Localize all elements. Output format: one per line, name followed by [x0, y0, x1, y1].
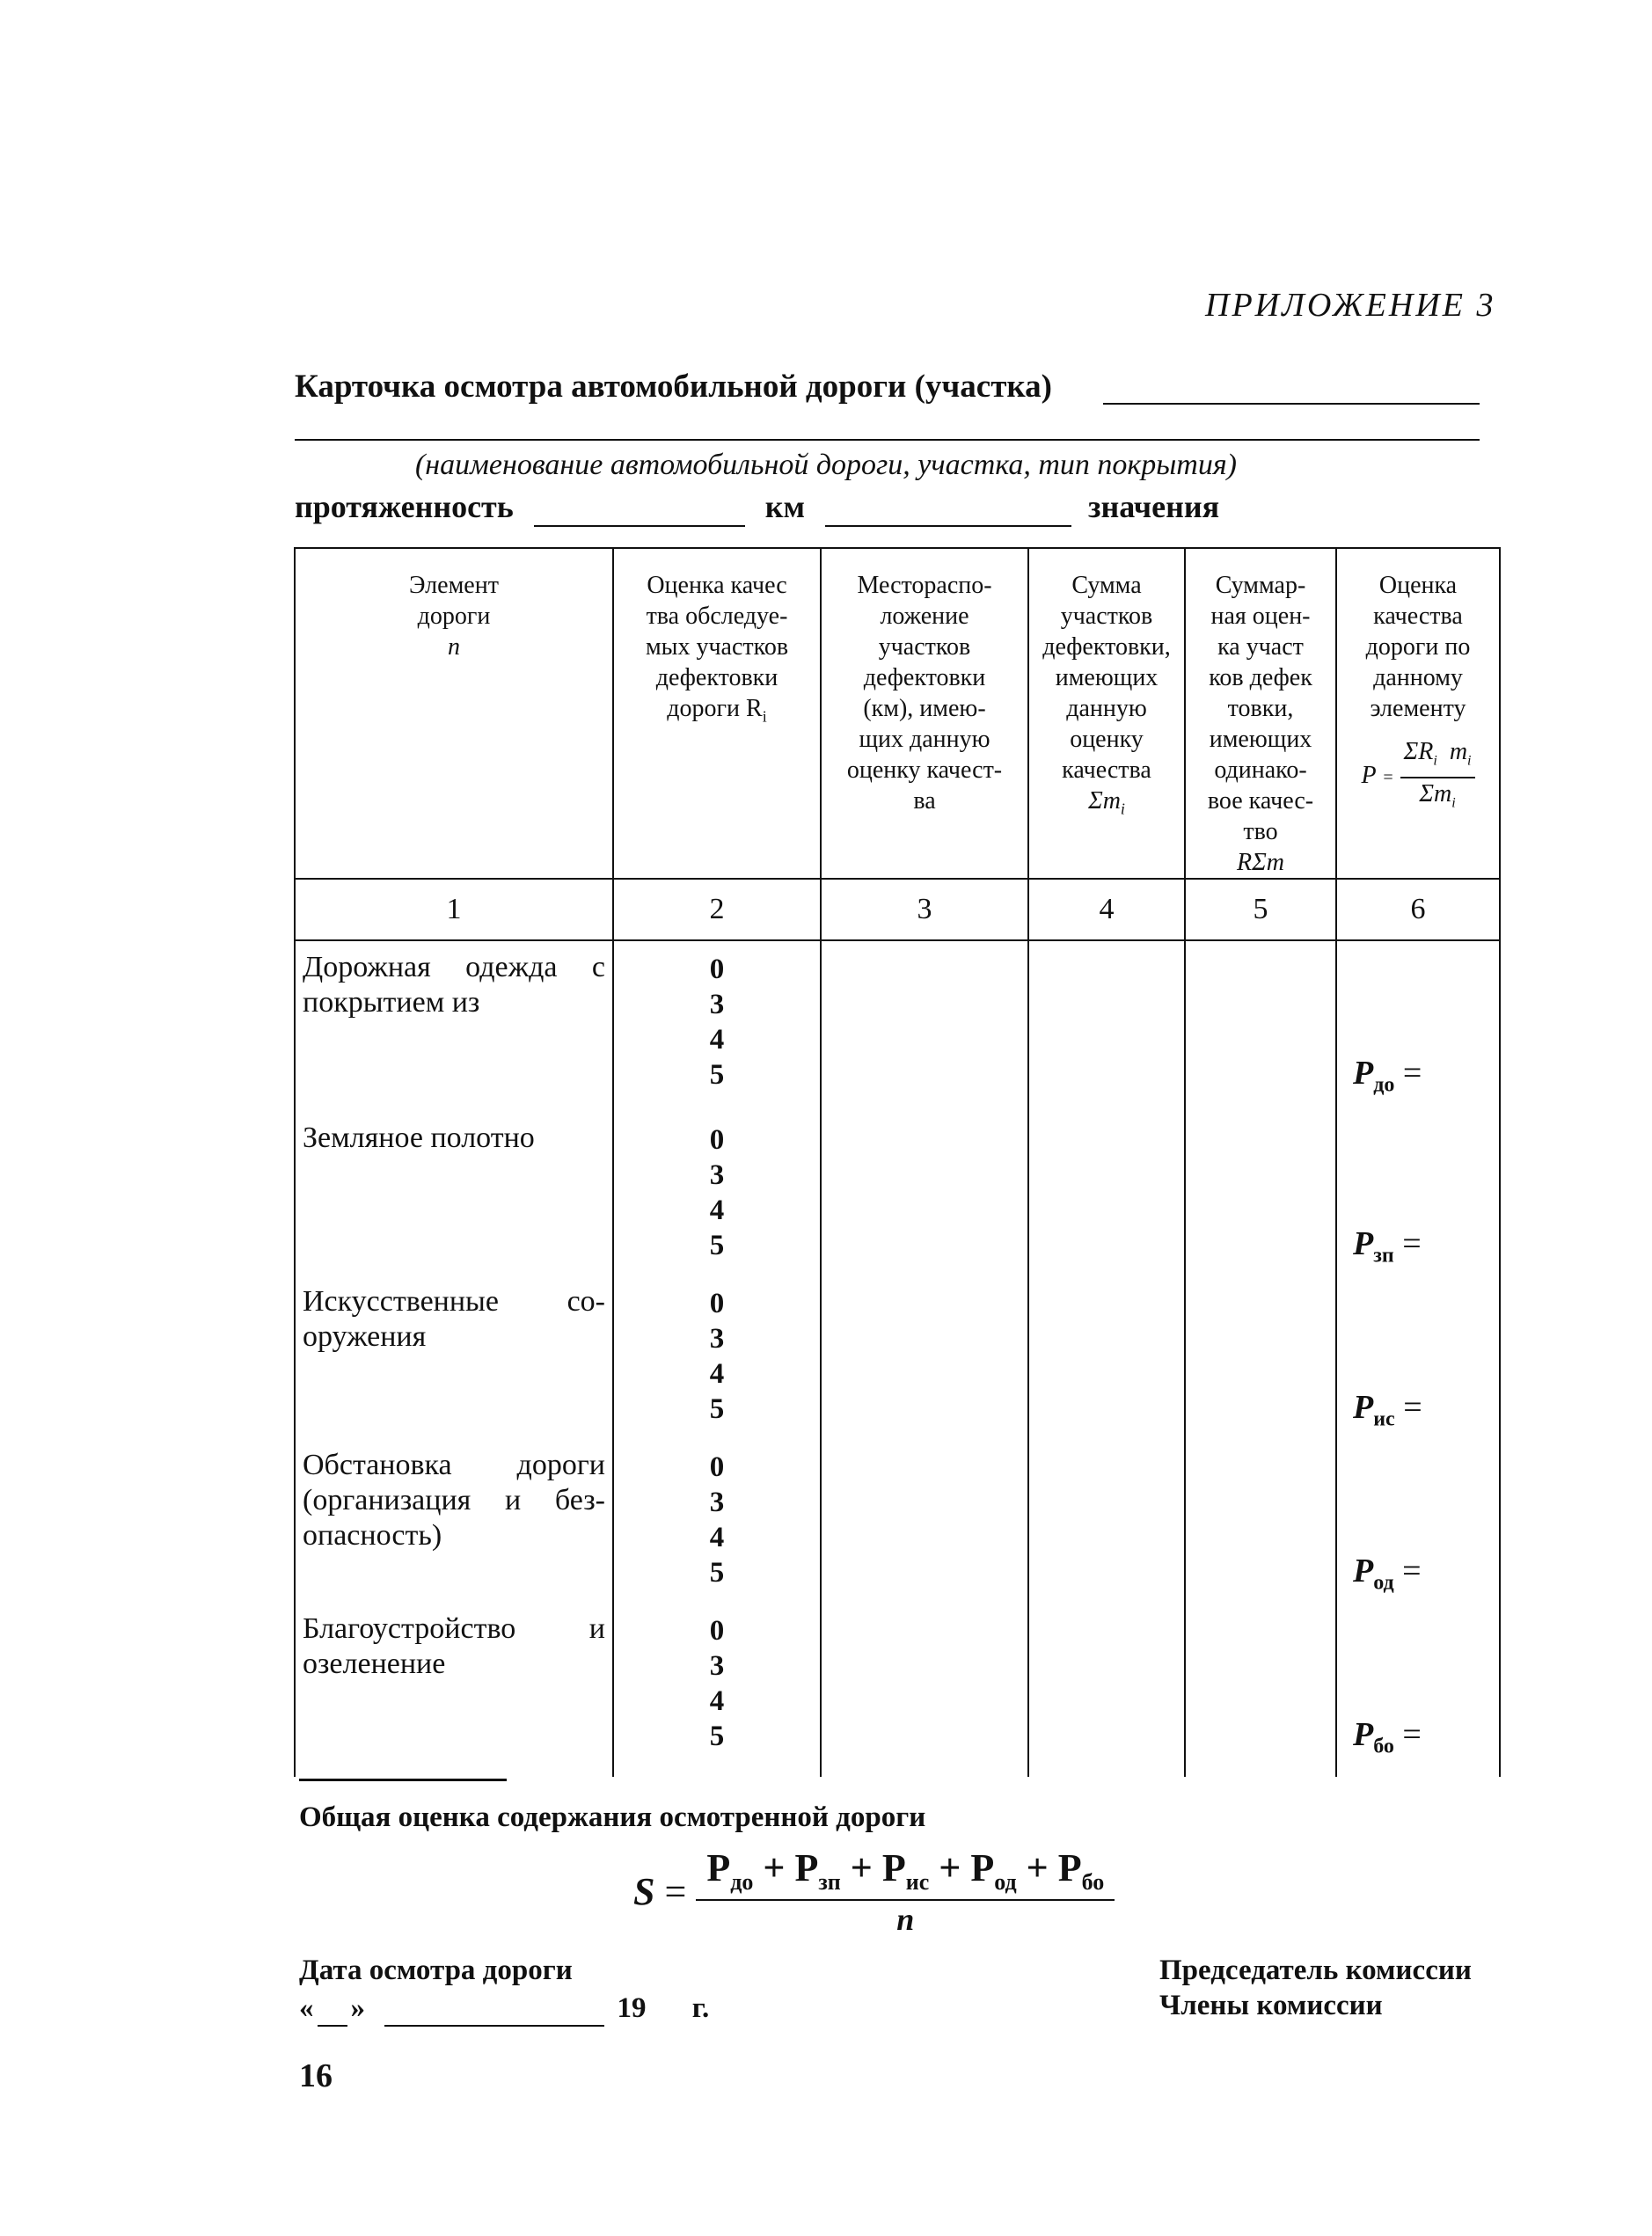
road-name-caption: (наименование автомобильной дороги, участка, тип покрытия)	[414, 449, 1237, 481]
road-name-full-line	[295, 439, 1480, 441]
day-blank	[318, 1992, 347, 2027]
column-number: 2	[613, 879, 821, 940]
length-blank	[534, 488, 745, 527]
column-number: 3	[821, 879, 1028, 940]
appendix-label: ПРИЛОЖЕНИЕ 3	[1205, 287, 1496, 324]
grade-list: 0 3 4 5	[709, 1124, 725, 1261]
element-name: Дорожная одежда с покрытием из	[303, 951, 605, 1019]
length-row	[295, 488, 1219, 527]
values-label: значения	[1088, 489, 1220, 524]
grade-list: 0 3 4 5	[709, 954, 725, 1091]
inspection-date-label: Дата осмотра дороги	[299, 1955, 573, 1986]
total-grade-cell	[1185, 940, 1336, 1777]
element-name: Благоустройство и озеленение	[303, 1612, 605, 1680]
p-value-label: $P_{бо}$ =	[1353, 1716, 1422, 1758]
values-blank	[825, 488, 1071, 527]
column-number: 5	[1185, 879, 1336, 940]
formula-denominator: n	[896, 1901, 915, 1937]
p-value-label: $P_{од}$ =	[1353, 1553, 1422, 1595]
header-element: Элемент дороги n	[295, 548, 613, 879]
members-label: Члены комиссии	[1159, 1990, 1383, 2021]
separator-rule	[299, 1779, 507, 1781]
element-name: Искусственные со-оружения	[303, 1285, 605, 1353]
header-sum-sections: Сумма участков дефектовки, имеющих данную оценку качества $\Sigma m_i$	[1028, 548, 1185, 879]
header-total-grade: Суммар- ная оцен- ка участ ков дефек товки, имеющих одинако- вое качес- тво RΣm	[1185, 548, 1336, 879]
km-label: км	[764, 489, 806, 524]
grade-list: 0 3 4 5	[709, 1451, 725, 1589]
grades-cell	[613, 940, 821, 1777]
p-value-label: $P_{ис}$ =	[1353, 1389, 1422, 1431]
header-row	[295, 548, 1500, 879]
overall-label: Общая оценка содержания осмотренной дороги	[299, 1801, 926, 1833]
p-value-label: $P_{зп}$ =	[1353, 1225, 1422, 1268]
page-number: 16	[299, 2057, 333, 2094]
column-number: 6	[1336, 879, 1500, 940]
formula-s: S	[633, 1869, 655, 1913]
location-cell	[821, 940, 1028, 1777]
overall-formula	[633, 1845, 1115, 1938]
card-title: Карточка осмотра автомобильной дороги (участка)	[295, 369, 1052, 405]
formula-fraction	[696, 1845, 1115, 1938]
chairman-label: Председатель комиссии	[1159, 1955, 1472, 1986]
column-number-row	[295, 879, 1500, 940]
header-formula: P = $\frac{\Sigma R_i m_i}{\Sigma m_i}$	[1337, 736, 1499, 818]
table-body-row	[295, 940, 1500, 1777]
grade-list: 0 3 4 5	[709, 1615, 725, 1752]
road-grade-cell	[1336, 940, 1500, 1777]
sum-cell	[1028, 940, 1185, 1777]
element-name: Земляное полотно	[303, 1122, 535, 1154]
month-blank	[384, 1992, 604, 2027]
column-number: 4	[1028, 879, 1185, 940]
length-label: протяженность	[295, 489, 514, 524]
header-quality-grade: Оценка качес тва обследуе- мых участков дефектовки дороги $R_i$	[613, 548, 821, 879]
header-location: Местораспо- ложение участков дефектовки (км), имею- щих данную оценку качест- ва	[821, 548, 1028, 879]
grade-list: 0 3 4 5	[709, 1288, 725, 1425]
header-road-grade: Оценка качества дороги по данному элементу P = $\frac{\Sigma R_i m_i}{\Sigma m_i}$	[1336, 548, 1500, 879]
formula-numerator: $P_{до} + P_{зп} + P_{ис} + P_{од} + P_{бо}$	[696, 1845, 1115, 1901]
column-number: 1	[295, 879, 613, 940]
p-value-label: $P_{до}$ =	[1353, 1055, 1422, 1097]
inspection-date-line: « » 19 г.	[299, 1992, 709, 2027]
element-name: Обстановка дороги (организация и без-опасность)	[303, 1449, 605, 1552]
inspection-table	[294, 547, 1501, 1777]
formula-eq: =	[664, 1869, 687, 1913]
road-name-blank-line	[1103, 403, 1480, 405]
element-names-cell	[295, 940, 613, 1777]
